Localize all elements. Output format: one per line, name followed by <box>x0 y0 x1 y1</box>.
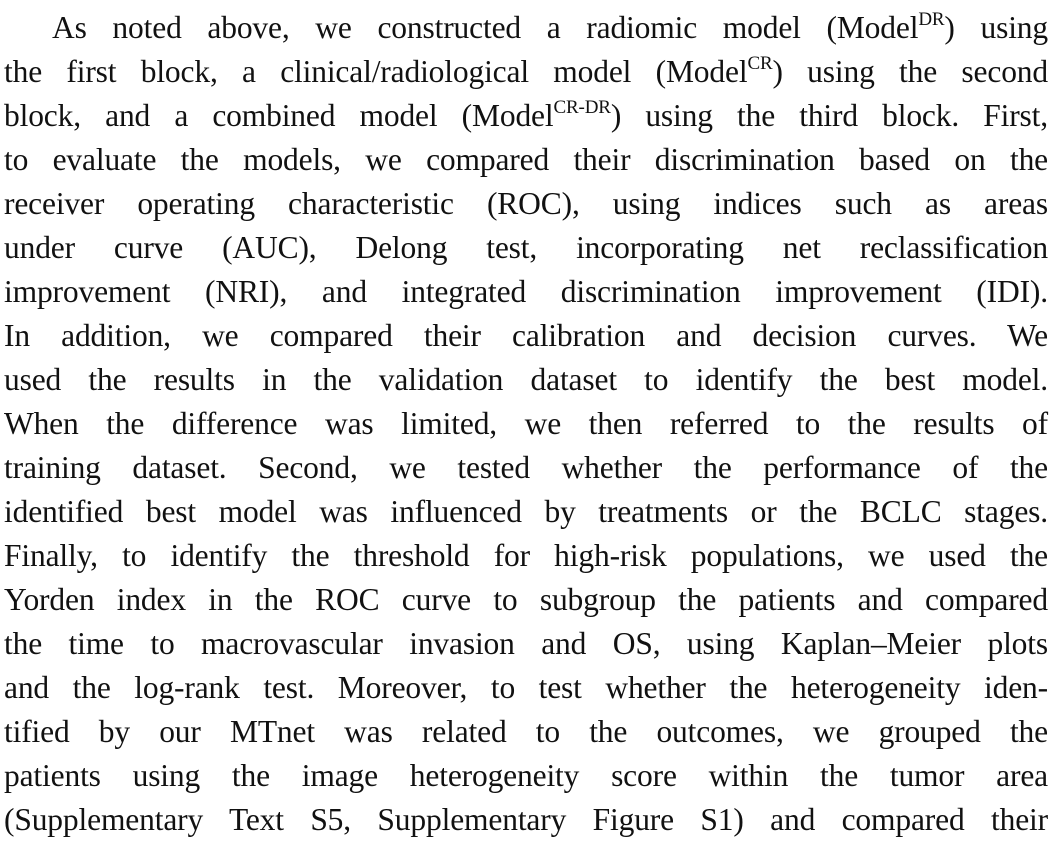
text-line-18: patients using the image heterogeneity score within the tumor area <box>4 758 1048 793</box>
line-1-text-end: ) using <box>944 10 1048 45</box>
text-line-2 <box>4 50 1048 93</box>
text-line-9: used the results in the validation dataset to identify the best model. <box>4 362 1048 397</box>
superscript-cr: CR <box>747 53 773 74</box>
text-line-15: the time to macrovascular invasion and OS, using Kaplan–Meier plots <box>4 626 1048 661</box>
text-line-14: Yorden index in the ROC curve to subgroup the patients and compared <box>4 582 1048 617</box>
text-line-4: to evaluate the models, we compared their discrimination based on the <box>4 142 1048 177</box>
line-3-text-end: ) using the third block. First, <box>610 98 1048 133</box>
text-line-19: (Supplementary Text S5, Supplementary Figure S1) and compared their <box>4 802 1048 837</box>
text-line-10: When the difference was limited, we then referred to the results of <box>4 406 1048 441</box>
text-line-17: tified by our MTnet was related to the outcomes, we grouped the <box>4 714 1048 749</box>
text-line-12: identified best model was influenced by treatments or the BCLC stages. <box>4 494 1048 529</box>
superscript-dr: DR <box>918 9 945 30</box>
text-line-16: and the log-rank test. Moreover, to test whether the heterogeneity iden- <box>4 670 1048 705</box>
text-line-13: Finally, to identify the threshold for high-risk populations, we used the <box>4 538 1048 573</box>
text-line-8: In addition, we compared their calibration and decision curves. We <box>4 318 1048 353</box>
text-line-7: improvement (NRI), and integrated discrimination improvement (IDI). <box>4 274 1048 309</box>
line-1-text: As noted above, we constructed a radiomic model (Model <box>52 10 919 45</box>
superscript-cr-dr: CR-DR <box>553 97 611 118</box>
text-line-6: under curve (AUC), Delong test, incorporating net reclassification <box>4 230 1048 265</box>
text-line-3 <box>4 94 1048 137</box>
text-line-5: receiver operating characteristic (ROC), using indices such as areas <box>4 186 1048 221</box>
text-line-1 <box>52 6 1048 49</box>
text-line-11: training dataset. Second, we tested whether the performance of the <box>4 450 1048 485</box>
line-2-text: the first block, a clinical/radiological model (Model <box>4 54 748 89</box>
line-3-text: block, and a combined model (Model <box>4 98 554 133</box>
line-2-text-end: ) using the second <box>772 54 1048 89</box>
